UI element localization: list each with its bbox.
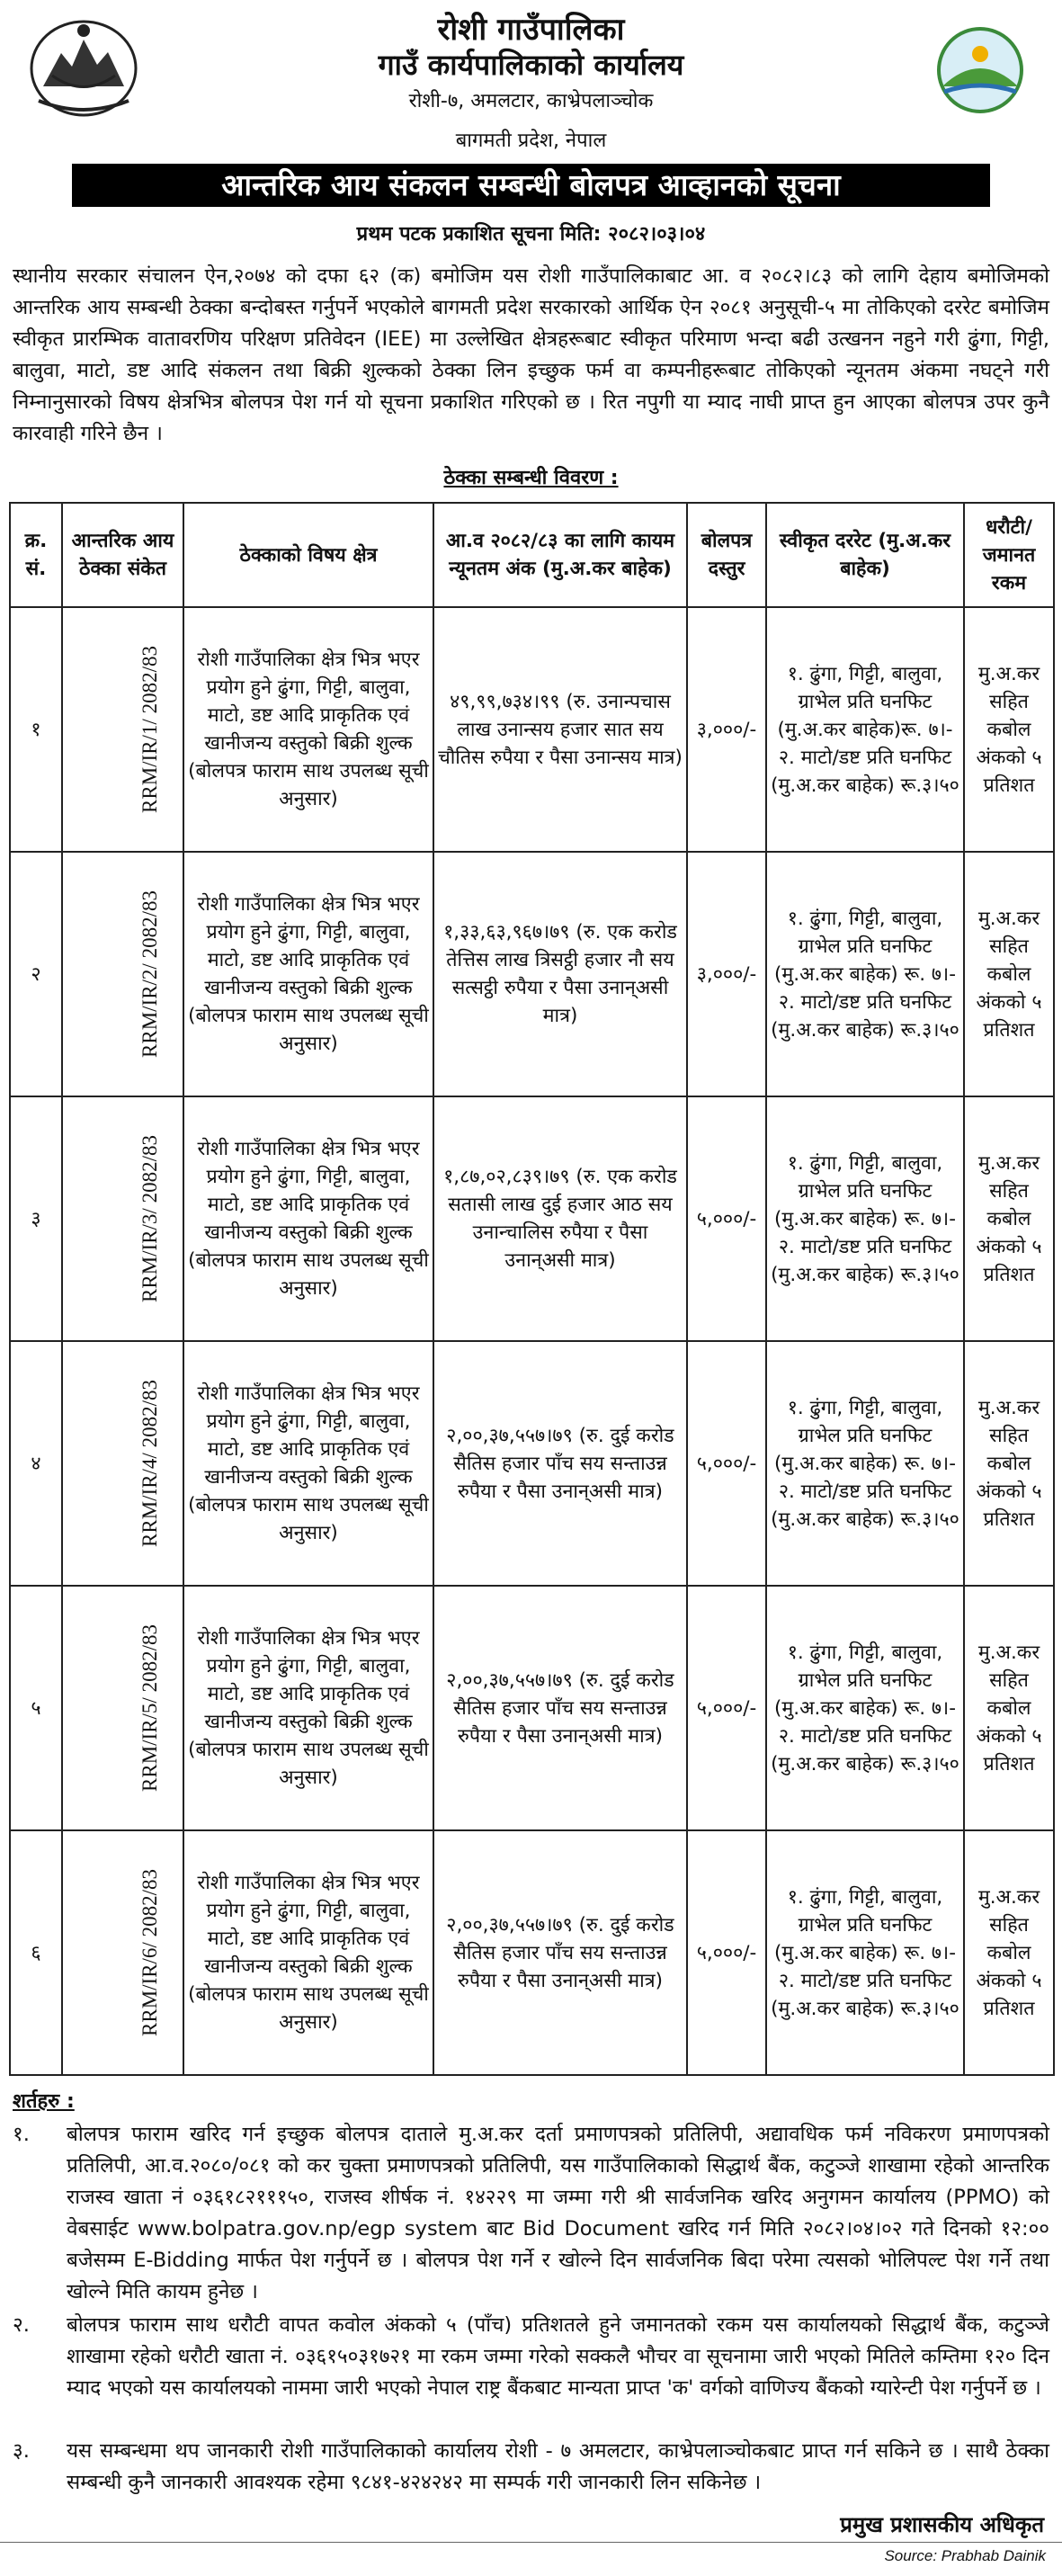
cell-code <box>62 1830 183 2075</box>
cell-subject: रोशी गाउँपालिका क्षेत्र भित्र भएर प्रयोग हुने ढुंगा, गिट्टी, बालुवा, माटो, डष्ट आदि प्राकृतिक एवं खानीजन्य वस्तुको बिक्री शुल्क (बोलपत्र फाराम साथ उपलब्ध सूची अनुसार) <box>183 1586 433 1830</box>
condition-item <box>13 2119 1049 2308</box>
publication-date: प्रथम पटक प्रकाशित सूचना मिति: २०८२।०३।०४ <box>356 223 706 246</box>
condition-text: यस सम्बन्धमा थप जानकारी रोशी गाउँपालिकाको कार्यालय रोशी - ७ अमलटार, काभ्रेपलाञ्चोकबाट प्राप्त गर्न सकिने छ । साथै ठेक्का सम्बन्धी कुनै जानकारी आवश्यक रहेमा ९८४१-४२४२४२ मा सम्पर्क गरी जानकारी लिन सकिनेछ । <box>67 2439 1049 2494</box>
cell-sn: ६ <box>10 1830 62 2075</box>
province-name: बागमती प्रदेश, नेपाल <box>455 130 607 152</box>
cell-sn: ३ <box>10 1096 62 1341</box>
cell-code <box>62 1341 183 1586</box>
cell-sn: ५ <box>10 1586 62 1830</box>
table-row <box>10 1341 1054 1586</box>
cell-deposit: मु.अ.कर सहित कबोल अंकको ५ प्रतिशत <box>964 607 1054 852</box>
cell-subject: रोशी गाउँपालिका क्षेत्र भित्र भएर प्रयोग हुने ढुंगा, गिट्टी, बालुवा, माटो, डष्ट आदि प्राकृतिक एवं खानीजन्य वस्तुको बिक्री शुल्क (बोलपत्र फाराम साथ उपलब्ध सूची अनुसार) <box>183 607 433 852</box>
cell-code <box>62 1586 183 1830</box>
cell-deposit: मु.अ.कर सहित कबोल अंकको ५ प्रतिशत <box>964 1586 1054 1830</box>
cell-amount: २,००,३७,५५७।७९ (रु. दुई करोड सैतिस हजार पाँच सय सन्ताउन्न रुपैया र पैसा उनान्असी मात्र) <box>433 1341 687 1586</box>
table-row <box>10 1830 1054 2075</box>
code-text: RRM/IR/1/ 2082/83 <box>138 645 161 813</box>
code-text: RRM/IR/5/ 2082/83 <box>138 1623 161 1792</box>
header-sn: क्र. सं. <box>10 503 62 607</box>
table-caption: ठेक्का सम्बन्धी विवरण : <box>443 467 619 489</box>
conditions-title: शर्तहरु : <box>13 2090 75 2113</box>
table-row <box>10 852 1054 1096</box>
header-deposit: धरौटी/ जमानत रकम <box>964 503 1054 607</box>
footer-divider <box>0 2542 1062 2543</box>
cell-sn: १ <box>10 607 62 852</box>
condition-text: बोलपत्र फाराम खरिद गर्न इच्छुक बोलपत्र दाताले मु.अ.कर दर्ता प्रमाणपत्रको प्रतिलिपी, अद्यावधिक फर्म नविकरण प्रमाणपत्रको प्रतिलिपी, आ.व.२०८०/०८१ को कर चुक्ता प्रमाणपत्रको प्रतिलिपी, यस गाउँपालिकाको सिद्धार्थ बैंक, कटुञ्जे शाखामा रहेको आन्तरिक राजस्व खाता नं ०३६१८२१११५०, राजस्व शीर्षक नं. १४२२९ मा जम्मा गरी श्री सार्वजनिक खरिद अनुगमन कार्यालय (PPMO) को वेबसाईट www.bolpatra.gov.np/egp system बाट Bid Document खरिद गर्न मिति २०८२।०४।०२ गते दिनको १२:०० बजेसम्म E-Bidding मार्फत पेश गर्नुपर्ने छ । बोलपत्र पेश गर्ने र खोल्ने दिन सार्वजनिक बिदा परेमा त्यसको भोलिपल्ट पेश गर्ने तथा खोल्ने मिति कायम हुनेछ । <box>67 2123 1049 2303</box>
header-amount: आ.व २०८२/८३ का लागि कायम न्यूनतम अंक (मु.अ.कर बाहेक) <box>433 503 687 607</box>
cell-subject: रोशी गाउँपालिका क्षेत्र भित्र भएर प्रयोग हुने ढुंगा, गिट्टी, बालुवा, माटो, डष्ट आदि प्राकृतिक एवं खानीजन्य वस्तुको बिक्री शुल्क (बोलपत्र फाराम साथ उपलब्ध सूची अनुसार) <box>183 852 433 1096</box>
condition-item <box>13 2436 1049 2499</box>
cell-rate: १. ढुंगा, गिट्टी, बालुवा, ग्राभेल प्रति घनफिट (मु.अ.कर बाहेक)रू. ७।- २. माटो/डष्ट प्रति घनफिट (मु.अ.कर बाहेक) रू.३।५० <box>766 607 964 852</box>
municipality-logo-icon <box>915 14 1046 121</box>
cell-code <box>62 1096 183 1341</box>
cell-rate: १. ढुंगा, गिट्टी, बालुवा, ग्राभेल प्रति घनफिट (मु.अ.कर बाहेक) रू. ७।- २. माटो/डष्ट प्रति घनफिट (मु.अ.कर बाहेक) रू.३।५० <box>766 1830 964 2075</box>
intro-paragraph: स्थानीय सरकार संचालन ऐन,२०७४ को दफा ६२ (क) बमोजिम यस रोशी गाउँपालिकाबाट आ. व २०८२।८३ को लागि देहाय बमोजिमको आन्तरिक आय सम्बन्धी ठेक्का बन्दोबस्त गर्नुपर्ने भएकोले बागमती प्रदेश सरकारको आर्थिक ऐन २०८१ अनुसूची-५ मा तोकिएको दररेट बमोजिम स्वीकृत प्रारम्भिक वातावरणिय परिक्षण प्रतिवेदन (IEE) मा उल्लेखित क्षेत्रहरूबाट स्वीकृत परिमाण भन्दा बढी उत्खनन नहुने गरी ढुंगा, गिट्टी, बालुवा, माटो, डष्ट आदि संकलन तथा बिक्री शुल्कको ठेक्का लिन इच्छुक फर्म वा कम्पनीहरूबाट तोकिएको न्यूनतम अंकमा नघट्ने गरी निम्नानुसारको विषय क्षेत्रभित्र बोलपत्र पेश गर्न यो सूचना प्रकाशित गरिएको छ । रित नपुगी या म्याद नाघी प्राप्त हुन आएका बोलपत्र उपर कुनै कारवाही गरिने छैन । <box>13 264 1049 445</box>
cell-deposit: मु.अ.कर सहित कबोल अंकको ५ प्रतिशत <box>964 852 1054 1096</box>
header-fee: बोलपत्र दस्तुर <box>687 503 766 607</box>
cell-amount: १,८७,०२,८३९।७९ (रु. एक करोड सतासी लाख दुई हजार आठ सय उनान्चालिस रुपैया र पैसा उनान्असी मात्र) <box>433 1096 687 1341</box>
table-row <box>10 1586 1054 1830</box>
cell-subject: रोशी गाउँपालिका क्षेत्र भित्र भएर प्रयोग हुने ढुंगा, गिट्टी, बालुवा, माटो, डष्ट आदि प्राकृतिक एवं खानीजन्य वस्तुको बिक्री शुल्क (बोलपत्र फाराम साथ उपलब्ध सूची अनुसार) <box>183 1341 433 1586</box>
cell-sn: ४ <box>10 1341 62 1586</box>
source-credit: Source: Prabhab Dainik <box>884 2547 1046 2564</box>
signatory-title: प्रमुख प्रशासकीय अधिकृत <box>840 2512 1044 2537</box>
code-text: RRM/IR/2/ 2082/83 <box>138 890 161 1058</box>
header-code: आन्तरिक आय ठेक्का संकेत <box>62 503 183 607</box>
cell-deposit: मु.अ.कर सहित कबोल अंकको ५ प्रतिशत <box>964 1096 1054 1341</box>
cell-fee: ५,०००/- <box>687 1096 766 1341</box>
cell-fee: ३,०००/- <box>687 852 766 1096</box>
cell-deposit: मु.अ.कर सहित कबोल अंकको ५ प्रतिशत <box>964 1341 1054 1586</box>
cell-subject: रोशी गाउँपालिका क्षेत्र भित्र भएर प्रयोग हुने ढुंगा, गिट्टी, बालुवा, माटो, डष्ट आदि प्राकृतिक एवं खानीजन्य वस्तुको बिक्री शुल्क (बोलपत्र फाराम साथ उपलब्ध सूची अनुसार) <box>183 1830 433 2075</box>
header-rate: स्वीकृत दररेट (मु.अ.कर बाहेक) <box>766 503 964 607</box>
cell-amount: २,००,३७,५५७।७९ (रु. दुई करोड सैतिस हजार पाँच सय सन्ताउन्न रुपैया र पैसा उनान्असी मात्र) <box>433 1586 687 1830</box>
contract-details-table <box>9 502 1055 2076</box>
code-text: RRM/IR/3/ 2082/83 <box>138 1134 161 1302</box>
cell-amount: ४९,९९,७३४।९९ (रु. उनान्पचास लाख उनान्सय हजार सात सय चौतिस रुपैया र पैसा उनान्सय मात्र) <box>433 607 687 852</box>
condition-text: बोलपत्र फाराम साथ धरौटी वापत कवोल अंकको ५ (पाँच) प्रतिशतले हुने जमानतको रकम यस कार्यालयको सिद्धार्थ बैंक, कटुञ्जे शाखामा रहेको धरौटी खाता नं. ०३६१५०३१७२१ मा रकम जम्मा गरेको सक्कलै भौचर वा सूचनामा जारी भएको मितिले कम्तिमा १२० दिन म्याद भएको यस कार्यालयको नाममा जारी भएको नेपाल राष्ट्र बैंकबाट मान्यता प्राप्त 'क' वर्गको वाणिज्य बैंकको ग्यारेन्टी पेश गर्नुपर्ने छ । <box>67 2313 1049 2400</box>
condition-number: १. <box>13 2123 30 2146</box>
cell-rate: १. ढुंगा, गिट्टी, बालुवा, ग्राभेल प्रति घनफिट (मु.अ.कर बाहेक) रू. ७।- २. माटो/डष्ट प्रति घनफिट (मु.अ.कर बाहेक) रू.३।५० <box>766 1586 964 1830</box>
cell-amount: २,००,३७,५५७।७९ (रु. दुई करोड सैतिस हजार पाँच सय सन्ताउन्न रुपैया र पैसा उनान्असी मात्र) <box>433 1830 687 2075</box>
cell-rate: १. ढुंगा, गिट्टी, बालुवा, ग्राभेल प्रति घनफिट (मु.अ.कर बाहेक) रू. ७।- २. माटो/डष्ट प्रति घनफिट (मु.अ.कर बाहेक) रू.३।५० <box>766 1341 964 1586</box>
cell-rate: १. ढुंगा, गिट्टी, बालुवा, ग्राभेल प्रति घनफिट (मु.अ.कर बाहेक) रू. ७।- २. माटो/डष्ट प्रति घनफिट (मु.अ.कर बाहेक) रू.३।५० <box>766 1096 964 1341</box>
municipality-name: रोशी गाउँपालिका <box>437 12 625 48</box>
office-name: गाउँ कार्यपालिकाको कार्यालय <box>378 48 684 82</box>
cell-fee: ३,०००/- <box>687 607 766 852</box>
cell-subject: रोशी गाउँपालिका क्षेत्र भित्र भएर प्रयोग हुने ढुंगा, गिट्टी, बालुवा, माटो, डष्ट आदि प्राकृतिक एवं खानीजन्य वस्तुको बिक्री शुल्क (बोलपत्र फाराम साथ उपलब्ध सूची अनुसार) <box>183 1096 433 1341</box>
cell-fee: ५,०००/- <box>687 1341 766 1586</box>
cell-rate: १. ढुंगा, गिट्टी, बालुवा, ग्राभेल प्रति घनफिट (मु.अ.कर बाहेक) रू. ७।- २. माटो/डष्ट प्रति घनफिट (मु.अ.कर बाहेक) रू.३।५० <box>766 852 964 1096</box>
code-text: RRM/IR/6/ 2082/83 <box>138 1868 161 2036</box>
notice-title-banner: आन्तरिक आय संकलन सम्बन्धी बोलपत्र आव्हानको सूचना <box>72 164 990 207</box>
condition-item <box>13 2310 1049 2404</box>
notice-header <box>0 0 1062 157</box>
table-row <box>10 1096 1054 1341</box>
cell-code <box>62 607 183 852</box>
header-subject: ठेक्काको विषय क्षेत्र <box>183 503 433 607</box>
cell-amount: १,३३,६३,९६७।७९ (रु. एक करोड तेत्तिस लाख त्रिसट्ठी हजार नौ सय सत्सट्ठी रुपैया र पैसा उनान्असी मात्र) <box>433 852 687 1096</box>
cell-sn: २ <box>10 852 62 1096</box>
code-text: RRM/IR/4/ 2082/83 <box>138 1379 161 1547</box>
condition-number: ३. <box>13 2439 30 2463</box>
table-row <box>10 607 1054 852</box>
office-address: रोशी-७, अमलटार, काभ्रेपलाञ्चोक <box>408 90 654 112</box>
condition-number: २. <box>13 2313 30 2337</box>
cell-code <box>62 852 183 1096</box>
table-header-row <box>10 503 1054 607</box>
cell-fee: ५,०००/- <box>687 1586 766 1830</box>
cell-fee: ५,०००/- <box>687 1830 766 2075</box>
cell-deposit: मु.अ.कर सहित कबोल अंकको ५ प्रतिशत <box>964 1830 1054 2075</box>
